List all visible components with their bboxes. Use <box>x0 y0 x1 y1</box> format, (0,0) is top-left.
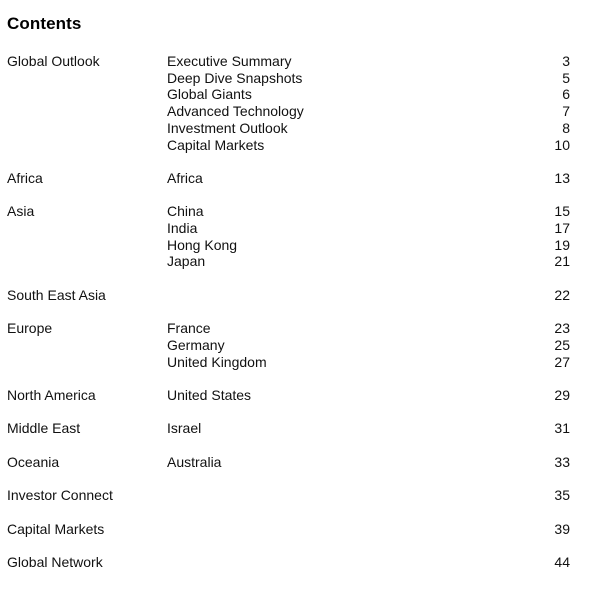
entry-title: Hong Kong <box>167 236 238 253</box>
page-title: Contents <box>7 14 82 33</box>
toc-entry[interactable] <box>167 220 570 237</box>
entry-title: Israel <box>167 420 202 437</box>
section-entries <box>167 487 570 504</box>
entry-title: Global Giants <box>167 86 252 103</box>
entry-page-number: 6 <box>562 86 570 103</box>
entry-title: France <box>167 320 211 337</box>
entry-page-number: 17 <box>554 220 570 236</box>
toc-entry[interactable] <box>167 237 570 254</box>
toc-entry[interactable] <box>167 137 570 154</box>
toc-entry[interactable] <box>167 387 570 404</box>
entry-title <box>167 287 546 304</box>
toc-section <box>7 53 570 153</box>
section-name: Asia <box>7 203 35 220</box>
toc-entry[interactable] <box>167 70 570 87</box>
entry-title: India <box>167 220 198 236</box>
entry-title: United Kingdom <box>167 353 267 370</box>
entry-title: Deep Dive Snapshots <box>167 69 303 86</box>
table-of-contents <box>7 53 570 587</box>
entry-page-number: 27 <box>554 353 570 370</box>
toc-section <box>7 287 570 304</box>
entry-page-number: 39 <box>554 520 570 537</box>
section-entries <box>167 203 570 270</box>
entry-title: Executive Summary <box>167 53 292 69</box>
toc-entry[interactable] <box>167 170 570 187</box>
toc-section <box>7 320 570 370</box>
toc-section <box>7 420 570 437</box>
toc-entry[interactable] <box>167 103 570 120</box>
entry-title <box>167 521 546 538</box>
toc-section <box>7 521 570 538</box>
section-entries <box>167 287 570 304</box>
entry-page-number: 15 <box>554 203 570 220</box>
entry-page-number: 7 <box>562 103 570 120</box>
toc-entry[interactable] <box>167 287 570 304</box>
toc-entry[interactable] <box>167 53 570 70</box>
section-entries <box>167 170 570 187</box>
section-name: Capital Markets <box>7 520 105 537</box>
toc-section <box>7 454 570 471</box>
toc-entry[interactable] <box>167 554 570 571</box>
section-name: Oceania <box>7 453 60 470</box>
entry-page-number: 31 <box>554 420 570 437</box>
toc-entry[interactable] <box>167 203 570 220</box>
entry-page-number: 10 <box>554 136 570 153</box>
entry-title: China <box>167 203 204 220</box>
entry-page-number: 22 <box>554 286 570 303</box>
toc-entry[interactable] <box>167 253 570 270</box>
toc-section <box>7 554 570 571</box>
section-entries <box>167 454 570 471</box>
section-entries <box>167 554 570 571</box>
entry-page-number: 25 <box>554 336 570 353</box>
entry-page-number: 44 <box>554 553 570 570</box>
entry-title: United States <box>167 386 252 403</box>
section-entries <box>167 320 570 370</box>
entry-title: Advanced Technology <box>167 103 304 120</box>
section-name: Global Outlook <box>7 53 100 69</box>
section-name: Africa <box>7 169 43 186</box>
toc-entry[interactable] <box>167 521 570 538</box>
entry-title: Capital Markets <box>167 136 265 153</box>
toc-entry[interactable] <box>167 320 570 337</box>
entry-title: Germany <box>167 336 225 353</box>
entry-page-number: 13 <box>554 169 570 186</box>
toc-entry[interactable] <box>167 487 570 504</box>
toc-section <box>7 203 570 270</box>
toc-entry[interactable] <box>167 420 570 437</box>
entry-title: Africa <box>167 169 203 186</box>
entry-page-number: 23 <box>554 320 570 337</box>
entry-page-number: 3 <box>562 53 570 69</box>
toc-entry[interactable] <box>167 337 570 354</box>
section-name: South East Asia <box>7 286 106 303</box>
toc-entry[interactable] <box>167 454 570 471</box>
toc-section <box>7 487 570 504</box>
entry-title <box>167 554 546 571</box>
entry-title <box>167 487 546 504</box>
entry-page-number: 29 <box>554 386 570 403</box>
toc-entry[interactable] <box>167 354 570 371</box>
section-name: Global Network <box>7 553 103 570</box>
entry-page-number: 35 <box>554 487 570 504</box>
section-entries <box>167 420 570 437</box>
entry-page-number: 33 <box>554 453 570 470</box>
section-name: North America <box>7 386 96 403</box>
section-name: Middle East <box>7 420 81 437</box>
entry-page-number: 8 <box>562 119 570 136</box>
entry-page-number: 19 <box>554 236 570 253</box>
section-entries <box>167 387 570 404</box>
toc-section <box>7 170 570 187</box>
section-entries <box>167 521 570 538</box>
toc-entry[interactable] <box>167 86 570 103</box>
entry-title: Investment Outlook <box>167 119 288 136</box>
entry-title: Japan <box>167 253 206 270</box>
toc-section <box>7 387 570 404</box>
entry-page-number: 5 <box>562 69 570 86</box>
entry-page-number: 21 <box>554 253 570 270</box>
section-entries <box>167 53 570 153</box>
section-name: Europe <box>7 320 53 337</box>
section-name: Investor Connect <box>7 487 113 504</box>
entry-title: Australia <box>167 453 222 470</box>
toc-entry[interactable] <box>167 120 570 137</box>
